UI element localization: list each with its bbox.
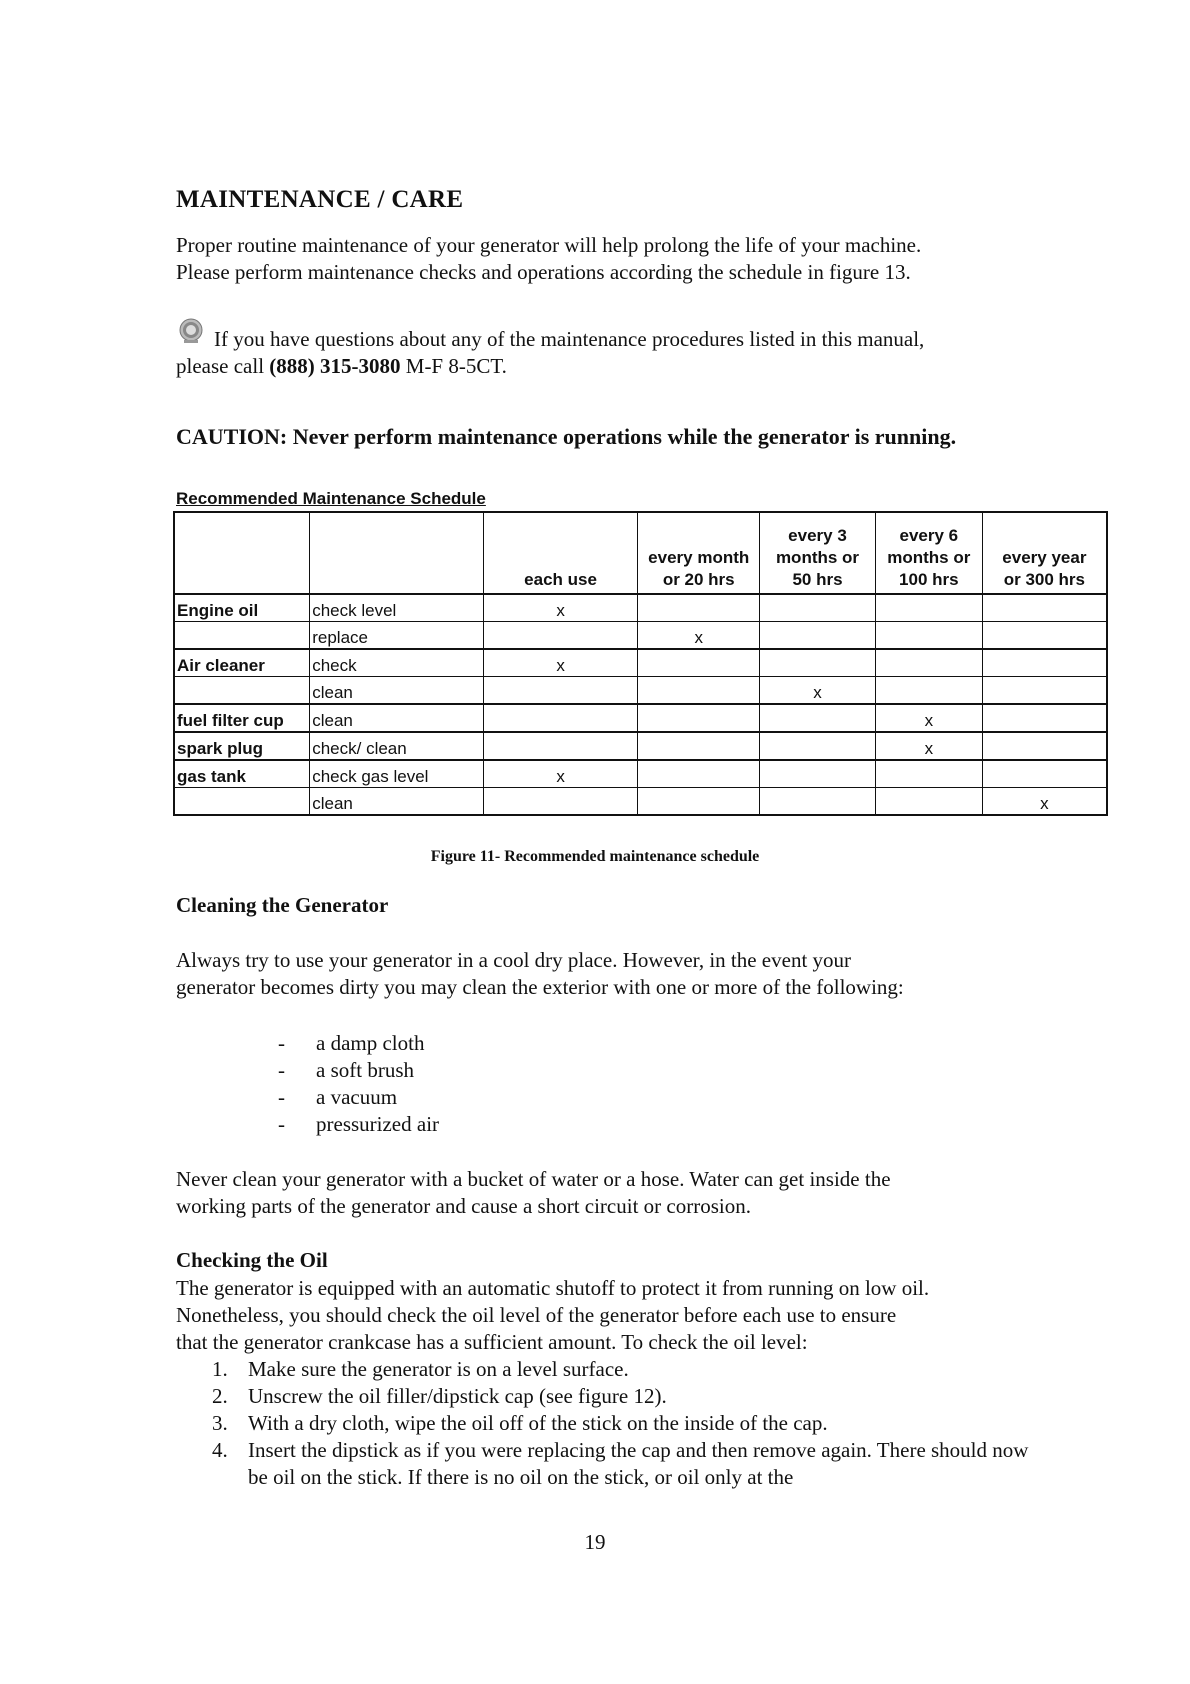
table-row (174, 622, 1107, 650)
header-every-year: every year or 300 hrs (982, 512, 1107, 594)
cell-action: check/ clean (310, 732, 484, 760)
cell-item: Air cleaner (174, 649, 310, 677)
cell-interval-mark: x (760, 677, 876, 705)
cell-interval-mark: x (875, 704, 982, 732)
cell-interval-mark (982, 622, 1107, 650)
intro-line-2: Please perform maintenance checks and operations according the schedule in figure 13. (176, 260, 911, 284)
help-suffix: M-F 8-5CT. (400, 354, 507, 378)
list-item: 4. Insert the dipstick as if you were replacing the cap and then remove again. There should now be oil on the stick. If there is no oil on the stick, or oil only at the (212, 1438, 1029, 1489)
header-each-use: each use (483, 512, 638, 594)
cleaning-warning-line-2: working parts of the generator and cause a short circuit or corrosion. (176, 1194, 751, 1218)
figure-caption: Figure 11- Recommended maintenance schedule (430, 848, 760, 865)
phone-badge-icon (176, 318, 210, 348)
cell-interval-mark (483, 788, 638, 816)
cell-interval-mark (483, 704, 638, 732)
cell-interval-mark: x (982, 788, 1107, 816)
header-every-6-months: every 6 months or 100 hrs (875, 512, 982, 594)
list-item: - a damp cloth (278, 1031, 425, 1055)
cell-action: check level (310, 594, 484, 622)
table-row (174, 594, 1107, 622)
list-item: - a soft brush (278, 1058, 414, 1082)
table-row (174, 704, 1107, 732)
oil-paragraph (176, 1275, 1036, 1356)
list-item: 2. Unscrew the oil filler/dipstick cap (see figure 12). (212, 1384, 667, 1408)
cell-item (174, 677, 310, 705)
oil-steps-list (176, 1356, 1036, 1491)
oil-heading: Checking the Oil (176, 1248, 328, 1272)
cell-interval-mark (982, 704, 1107, 732)
header-every-3-months: every 3 months or 50 hrs (760, 512, 876, 594)
cell-interval-mark (483, 732, 638, 760)
cell-interval-mark (982, 760, 1107, 788)
table-row (174, 649, 1107, 677)
cleaning-heading: Cleaning the Generator (176, 893, 389, 917)
cell-interval-mark (760, 704, 876, 732)
list-item: - a vacuum (278, 1085, 398, 1109)
help-phone-number: (888) 315-3080 (269, 354, 401, 378)
cell-item: fuel filter cup (174, 704, 310, 732)
cell-action: clean (310, 677, 484, 705)
cell-interval-mark (875, 649, 982, 677)
cleaning-line-1: Always try to use your generator in a cool dry place. However, in the event your (176, 948, 852, 972)
cell-action: replace (310, 622, 484, 650)
list-item: 3. With a dry cloth, wipe the oil off of the stick on the inside of the cap. (212, 1411, 828, 1435)
cell-action: clean (310, 704, 484, 732)
help-paragraph (176, 318, 1036, 380)
header-every-month: every month or 20 hrs (638, 512, 760, 594)
cell-interval-mark (760, 649, 876, 677)
cell-interval-mark (760, 788, 876, 816)
cleaning-options-list (278, 1030, 439, 1138)
table-header-row (174, 512, 1107, 594)
cell-interval-mark (483, 622, 638, 650)
cell-interval-mark: x (483, 649, 638, 677)
cell-interval-mark (875, 760, 982, 788)
cell-interval-mark (638, 677, 760, 705)
cleaning-warning-paragraph (176, 1166, 1036, 1220)
cell-interval-mark (982, 677, 1107, 705)
oil-line-1: The generator is equipped with an automatic shutoff to protect it from running on low oil. (176, 1276, 930, 1300)
cell-interval-mark: x (638, 622, 760, 650)
cell-interval-mark: x (483, 594, 638, 622)
cell-interval-mark (760, 622, 876, 650)
cell-interval-mark (982, 594, 1107, 622)
cell-interval-mark: x (875, 732, 982, 760)
cell-interval-mark (875, 594, 982, 622)
intro-paragraph (176, 232, 1036, 286)
cell-interval-mark (638, 732, 760, 760)
schedule-title: Recommended Maintenance Schedule (176, 489, 486, 508)
maintenance-schedule-table (173, 511, 1108, 816)
cell-interval-mark (483, 677, 638, 705)
intro-line-1: Proper routine maintenance of your generator will help prolong the life of your machine. (176, 233, 922, 257)
cell-interval-mark (638, 704, 760, 732)
cell-item: gas tank (174, 760, 310, 788)
cell-action: check gas level (310, 760, 484, 788)
cell-interval-mark (875, 622, 982, 650)
schedule-body (174, 594, 1107, 815)
header-cell-action (310, 512, 484, 594)
help-prefix: please call (176, 354, 270, 378)
caution-text: CAUTION: Never perform maintenance operations while the generator is running. (176, 424, 957, 449)
cell-item: spark plug (174, 732, 310, 760)
cell-item: Engine oil (174, 594, 310, 622)
list-item: 1. Make sure the generator is on a level surface. (212, 1357, 629, 1381)
help-line-1: If you have questions about any of the maintenance procedures listed in this manual, (214, 327, 925, 351)
cell-interval-mark (760, 760, 876, 788)
table-row (174, 760, 1107, 788)
oil-line-3: that the generator crankcase has a sufficient amount. To check the oil level: (176, 1330, 808, 1354)
table-row (174, 732, 1107, 760)
cell-interval-mark: x (483, 760, 638, 788)
table-row (174, 677, 1107, 705)
cell-interval-mark (638, 760, 760, 788)
cell-interval-mark (760, 732, 876, 760)
header-cell-item (174, 512, 310, 594)
page-title: MAINTENANCE / CARE (176, 186, 464, 213)
cell-interval-mark (875, 677, 982, 705)
oil-line-2: Nonetheless, you should check the oil level of the generator before each use to ensure (176, 1303, 897, 1327)
cell-item (174, 622, 310, 650)
cell-interval-mark (875, 788, 982, 816)
cell-action: clean (310, 788, 484, 816)
cleaning-line-2: generator becomes dirty you may clean the exterior with one or more of the following: (176, 975, 904, 999)
page-number: 19 (584, 1530, 606, 1554)
cell-item (174, 788, 310, 816)
cell-interval-mark (982, 649, 1107, 677)
cell-action: check (310, 649, 484, 677)
cleaning-warning-line-1: Never clean your generator with a bucket of water or a hose. Water can get inside the (176, 1167, 891, 1191)
list-item: - pressurized air (278, 1112, 440, 1136)
table-row (174, 788, 1107, 816)
cell-interval-mark (638, 788, 760, 816)
cleaning-paragraph (176, 947, 1036, 1001)
cell-interval-mark (638, 594, 760, 622)
cell-interval-mark (982, 732, 1107, 760)
cell-interval-mark (638, 649, 760, 677)
cell-interval-mark (760, 594, 876, 622)
